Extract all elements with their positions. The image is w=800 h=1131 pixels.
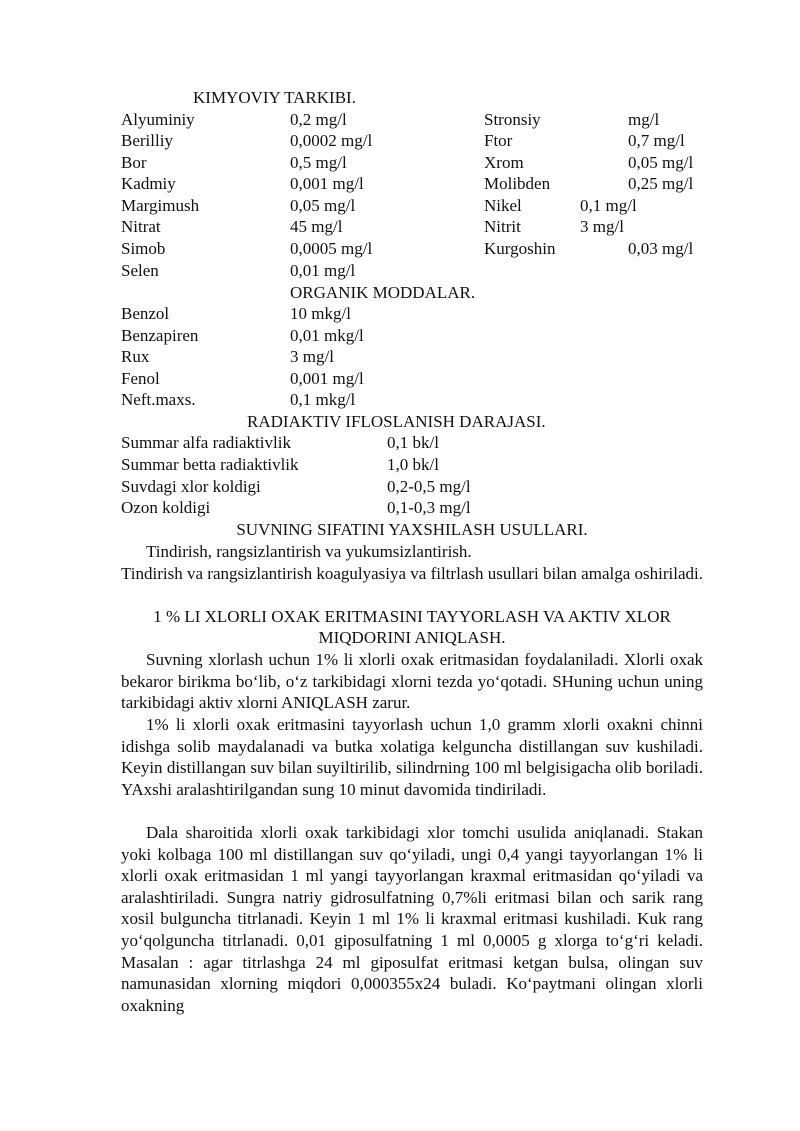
element-name: Alyuminiy (121, 110, 195, 129)
section-title-chlorine-line-1: 1 % LI XLORLI OXAK ERITMASINI TAYYORLASH VA AKTIV XLOR (153, 607, 671, 626)
element-name: Stronsiy (484, 110, 541, 129)
indicator-name: Summar alfa radiaktivlik (121, 433, 291, 452)
element-value: 0,7 mg/l (628, 131, 685, 150)
element-value: 0,03 mg/l (628, 239, 694, 258)
element-value: 0,01 mg/l (290, 261, 356, 280)
element-name: Kadmiy (121, 174, 176, 193)
substance-value: 0,01 mkg/l (290, 326, 364, 345)
section-title-organic: ORGANIK MODDALAR. (290, 283, 476, 302)
section-title-radioactive: RADIAKTIV IFLOSLANISH DARAJASI. (247, 412, 546, 431)
element-value: 0,1 mg/l (580, 196, 637, 215)
chlorine-paragraph-1: Suvning xlorlash uchun 1% li xlorli oxak eritmasidan foydalaniladi. Xlorli oxak bekaror birikma bo‘lib, o‘z tarkibidagi xlorni tezda yo‘qotadi. SHuning uchun uning tarkibidagi aktiv xlorni ANIQLASH zarur. (121, 650, 703, 713)
chlorine-paragraph-3: Dala sharoitida xlorli oxak tarkibidagi xlor tomchi usulida aniqlanadi. Stakan yoki kolbaga 100 ml distillangan suv qo‘yiladi, ungi 0,4 yangi tayyorlangan 1% li xlorli oxak eritmasidan 1 ml yangi tayyorlangan kraxmal eritmasidan qo‘yiladi va aralashtiriladi. Sungra natriy gidrosulfatning 0,7%li eritmasi bilan och sarik rang xosil bulguncha titrlanadi. Keyin 1 ml 1% li kraxmal eritmasi kushiladi. Kuk rang yo‘qolguncha titrlanadi. 0,01 giposulfatning 1 ml 0,0005 g xlorga to‘g‘ri keladi. Masalan : agar titrlashga 24 ml giposulfat eritmasi ketgan bulsa, olingan suv namunasidan xlorning miqdori 0,000355x24 buladi. Ko‘paytmani olingan xlorli oxakning (121, 823, 703, 1015)
element-name: Nikel (484, 196, 522, 215)
element-name: Simob (121, 239, 166, 258)
element-name: Molibden (484, 174, 551, 193)
element-name: Ftor (484, 131, 513, 150)
indicator-value: 1,0 bk/l (387, 455, 439, 474)
element-value: 0,2 mg/l (290, 110, 347, 129)
element-value: 0,0005 mg/l (290, 239, 373, 258)
substance-value: 10 mkg/l (290, 304, 351, 323)
element-value: 0,05 mg/l (628, 153, 694, 172)
element-name: Selen (121, 261, 159, 280)
element-value: 0,0002 mg/l (290, 131, 373, 150)
element-value: 0,05 mg/l (290, 196, 356, 215)
element-name: Nitrit (484, 217, 521, 236)
element-value: 0,25 mg/l (628, 174, 694, 193)
substance-name: Neft.maxs. (121, 390, 196, 409)
element-value: 0,5 mg/l (290, 153, 347, 172)
chlorine-paragraph-2: 1% li xlorli oxak eritmasini tayyorlash uchun 1,0 gramm xlorli oxakni chinni idishga solib maydalanadi va butka xolatiga kelguncha distillangan suv kushiladi. Keyin distillangan suv bilan suyiltirilib, silindrning 100 ml belgisigacha olib boriladi. YAxshi aralashtirilgandan sung 10 minut davomida tindiriladi. (121, 715, 703, 799)
element-value: mg/l (628, 110, 660, 129)
substance-name: Rux (121, 347, 150, 366)
section-title-chlorine-line-2: MIQDORINI ANIQLASH. (318, 628, 506, 647)
indicator-name: Suvdagi xlor koldigi (121, 477, 261, 496)
section-title-chemical: KIMYOVIY TARKIBI. (193, 88, 356, 107)
substance-name: Fenol (121, 369, 160, 388)
element-name: Margimush (121, 196, 200, 215)
quality-paragraph-2: Tindirish va rangsizlantirish koagulyasiya va filtrlash usullari bilan amalga oshiriladi. (121, 564, 703, 583)
substance-name: Benzol (121, 304, 170, 323)
quality-paragraph-1: Tindirish, rangsizlantirish va yukumsizlantirish. (146, 542, 472, 561)
section-title-quality: SUVNING SIFATINI YAXSHILASH USULLARI. (236, 520, 588, 539)
element-name: Kurgoshin (484, 239, 556, 258)
indicator-value: 0,1-0,3 mg/l (387, 498, 471, 517)
indicator-name: Summar betta radiaktivlik (121, 455, 299, 474)
indicator-value: 0,1 bk/l (387, 433, 439, 452)
element-name: Berilliy (121, 131, 173, 150)
element-value: 0,001 mg/l (290, 174, 364, 193)
indicator-value: 0,2-0,5 mg/l (387, 477, 471, 496)
substance-value: 0,1 mkg/l (290, 390, 356, 409)
element-name: Xrom (484, 153, 524, 172)
element-value: 3 mg/l (580, 217, 624, 236)
indicator-name: Ozon koldigi (121, 498, 211, 517)
substance-name: Benzapiren (121, 326, 199, 345)
substance-value: 3 mg/l (290, 347, 334, 366)
element-name: Bor (121, 153, 147, 172)
element-name: Nitrat (121, 217, 161, 236)
substance-value: 0,001 mg/l (290, 369, 364, 388)
element-value: 45 mg/l (290, 217, 343, 236)
